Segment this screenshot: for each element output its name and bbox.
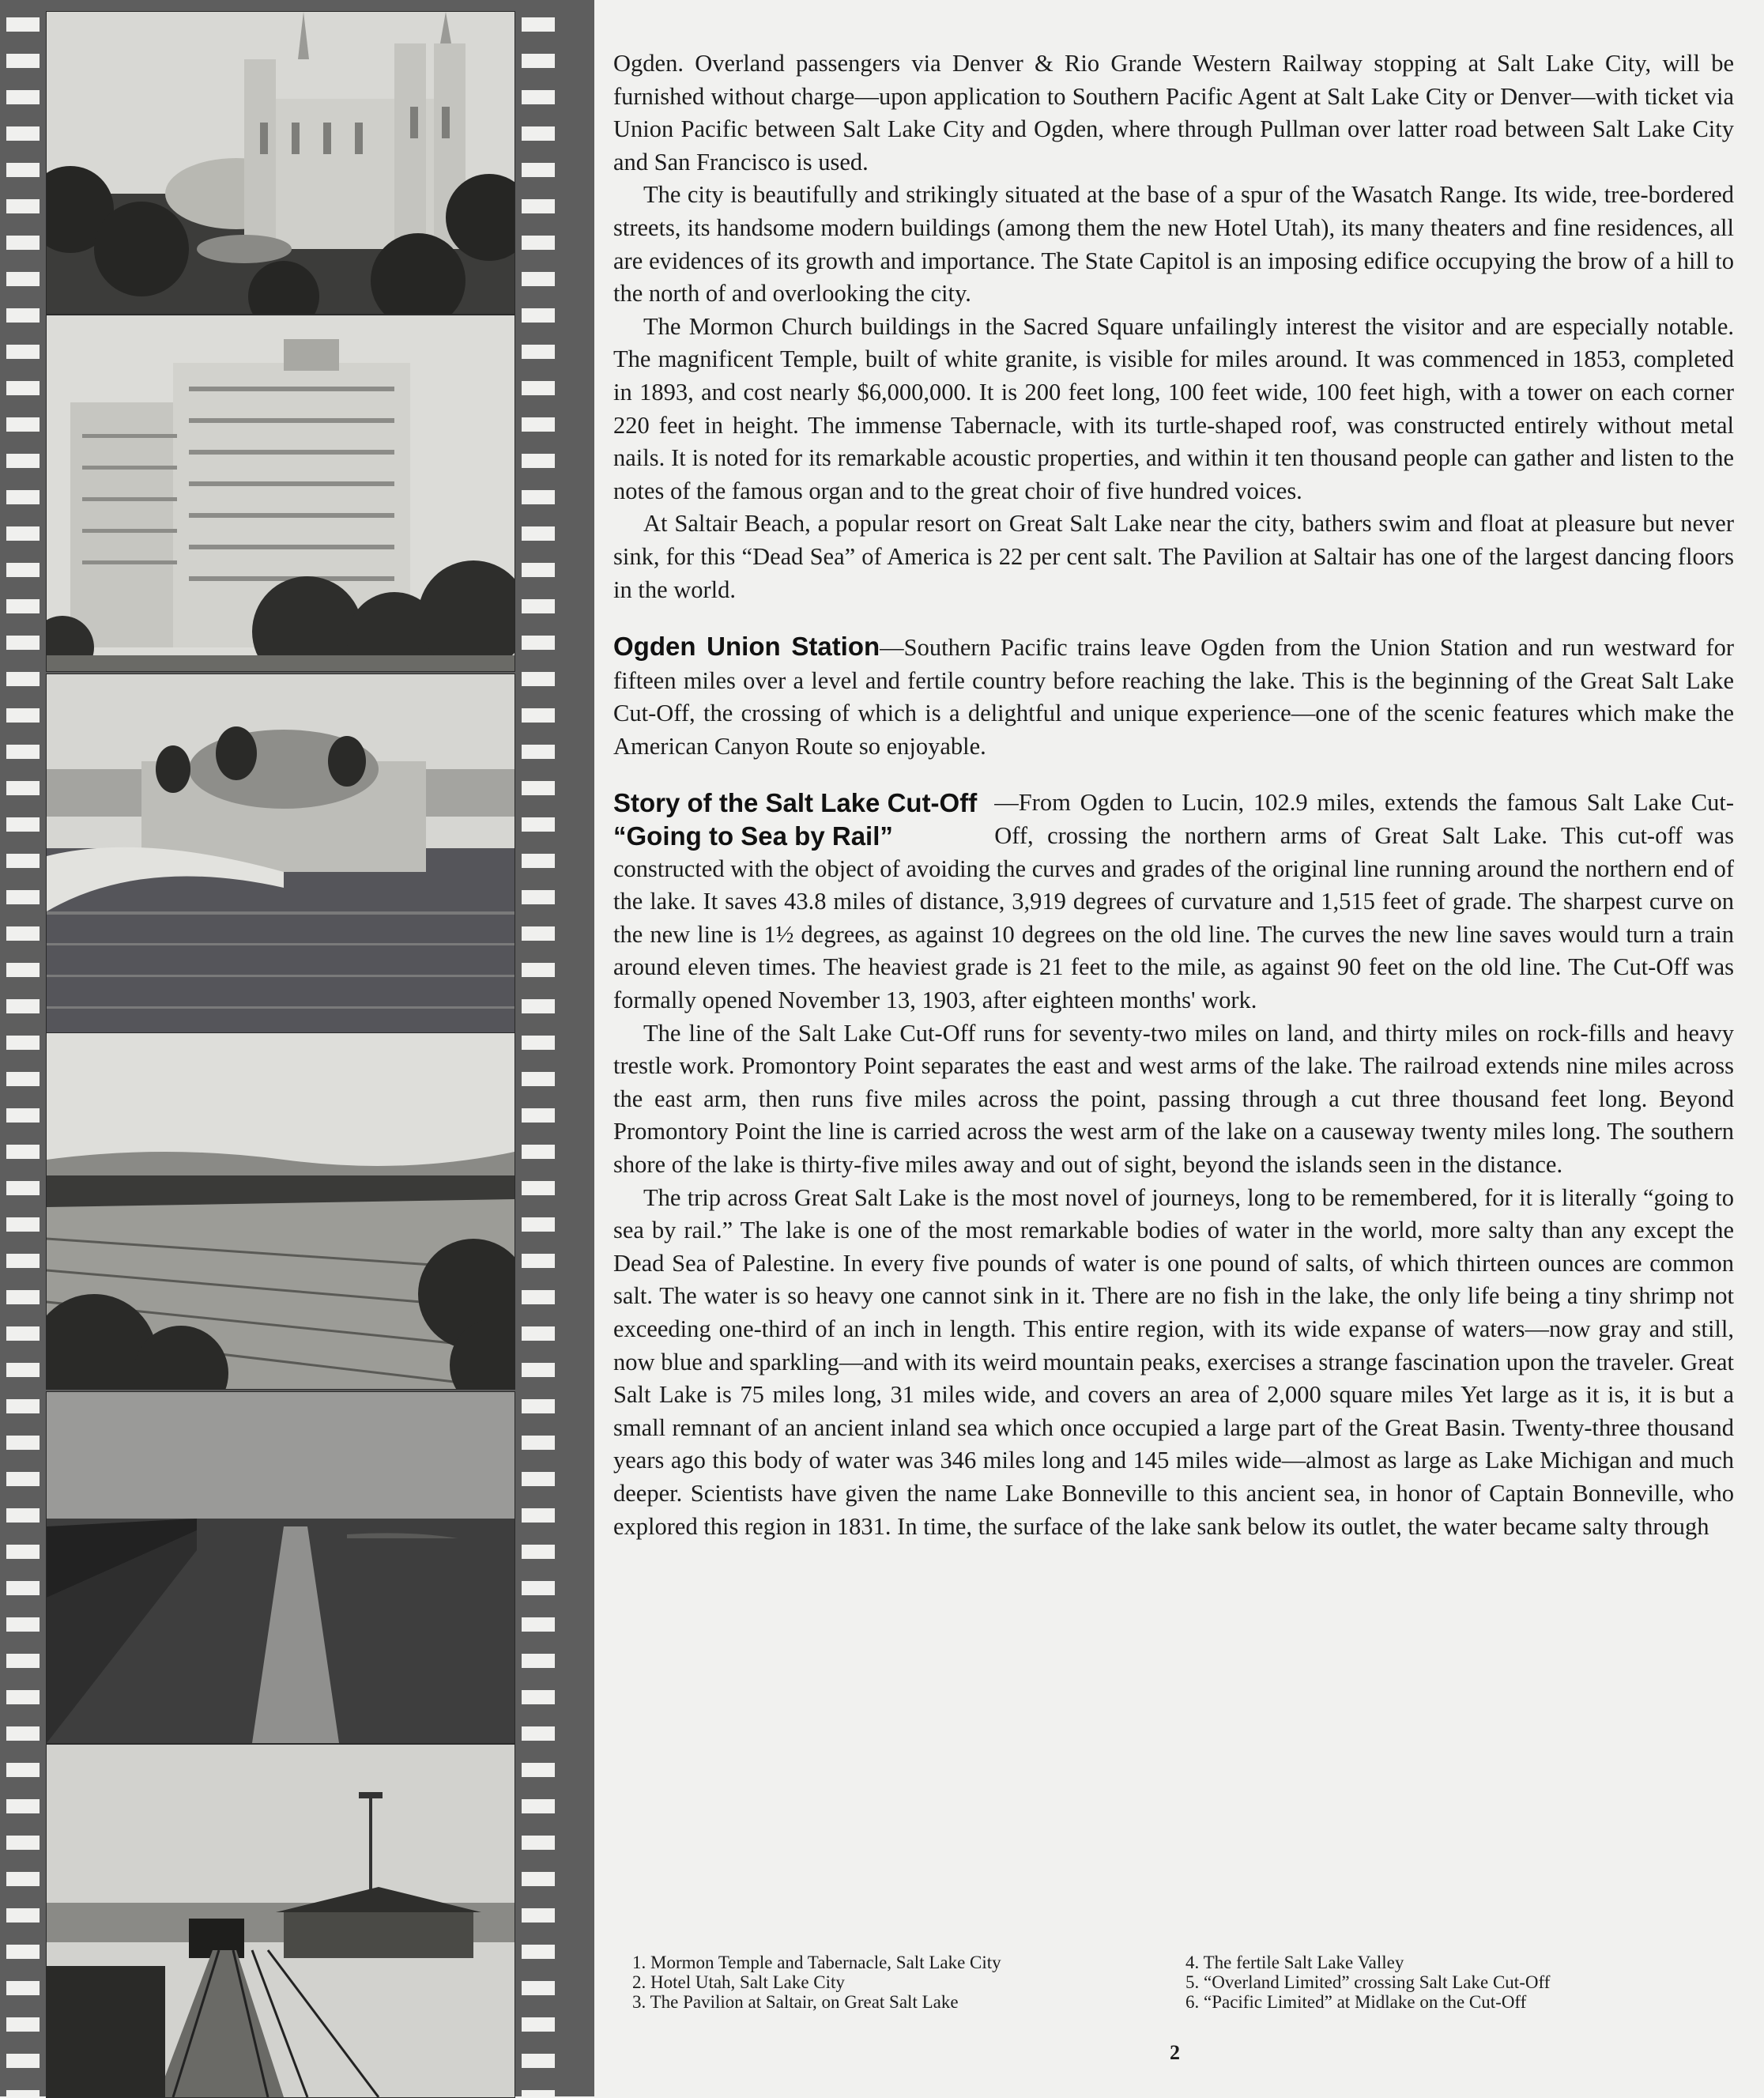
captions-column-right	[1185, 1953, 1739, 2012]
section-text-cutoff: —From Ogden to Lucin, 102.9 miles, extends the famous Salt Lake Cut-Off, crossing the northern arms of Great Salt Lake. This cut-off was constructed with the object of avoiding the curves and grades of the original line running around the northern end of the lake. It saves 43.8 miles of distance, 3,919 degrees of curvature and 1,515 feet of grade. The sharpest curve on the new line is 1½ degrees, as against 10 degrees on the old line. The curves the new line saves would turn a train around eleven times. The heaviest grade is 21 feet to the mile, as against 90 feet on the old line. The Cut-Off was formally opened November 13, 1903, after eighteen months' work.	[613, 789, 1734, 1014]
section-heading-cutoff-line2: “Going to Sea by Rail”	[613, 821, 893, 851]
paragraph-intro-2: The city is beautifully and strikingly situated at the base of a spur of the Wasatch Range. Its wide, tree-bordered streets, its handsome modern buildings (among them the new Hotel Utah), its many theaters and fine residences, all are evidences of its growth and importance. The State Capitol is an imposing edifice occupying the brow of a hill to the north of and overlooking the city.	[613, 181, 1734, 308]
section-heading-ogden: Ogden Union Station	[613, 632, 880, 662]
page-number: 2	[1170, 2041, 1180, 2064]
photo-salt-lake-valley	[46, 1032, 515, 1390]
photo-saltair-pavilion	[46, 674, 515, 1034]
section-heading-cutoff-line1: Story of the Salt Lake Cut-Off	[613, 788, 978, 818]
article-body	[613, 47, 1734, 1543]
photo-overland-limited	[46, 1391, 515, 1744]
paragraph-cutoff-3: The trip across Great Salt Lake is the most novel of journeys, long to be remembered, for it is literally “going to sea by rail.” The lake is one of the most remarkable bodies of water in the world, more salty than any except the Dead Sea of Palestine. In every five pounds of water is one pound of salts, of which thirteen ounces are common salt. The water is so heavy one cannot sink in it. There are no fish in the lake, the only life being a tiny shrimp not exceeding one-third of an inch in length. This entire region, with its wide expanse of waters—now gray and still, now blue and sparkling—and with its weird mountain peaks, exercises a strange fascination upon the traveler. Great Salt Lake is 75 miles long, 31 miles wide, and covers an area of 2,000 square miles Yet large as it is, it is but a small remnant of an ancient inland sea which once occupied a large part of the Great Basin. Twenty-three thousand years ago this body of water was 346 miles long and 145 miles wide—almost as large as Lake Michigan and much deeper. Scientists have given the name Lake Bonneville to this ancient sea, in honor of Captain Bonneville, who explored this region in 1831. In time, the surface of the lake sank below its outlet, the water became salty through	[613, 1183, 1734, 1540]
section-salt-lake-cutoff	[613, 787, 1734, 1543]
paragraph-intro-1: Ogden. Overland passengers via Denver & Rio Grande Western Railway stopping at Salt Lake City, will be furnished without charge—upon application to Southern Pacific Agent at Salt Lake City or Denver—with ticket via Union Pacific between Salt Lake City and Ogden, where through Pullman over latter road between Salt Lake City and San Francisco is used.	[613, 50, 1734, 175]
photo-pacific-limited-midlake	[46, 1744, 515, 2098]
caption-1: 1. Mormon Temple and Tabernacle, Salt Lake City	[632, 1953, 1001, 1972]
paragraph-intro-3: The Mormon Church buildings in the Sacred Square unfailingly interest the visitor and are especially notable. The magnificent Temple, built of white granite, is visible for miles around. It was commenced in 1853, completed in 1893, and cost nearly $6,000,000. It is 200 feet long, 100 feet wide, 100 feet high, with a tower on each corner 220 feet in height. The immense Tabernacle, with its turtle-shaped roof, was constructed entirely without metal nails. It is noted for its remarkable acoustic properties, and within it ten thousand people can gather and listen to the notes of the famous organ and to the great choir of five hundred voices.	[613, 312, 1734, 504]
caption-5: 5. “Overland Limited” crossing Salt Lake Cut-Off	[1185, 1972, 1551, 1992]
section-heading-cutoff	[613, 787, 977, 852]
caption-6: 6. “Pacific Limited” at Midlake on the Cut-Off	[1185, 1992, 1527, 2012]
caption-3: 3. The Pavilion at Saltair, on Great Salt Lake	[632, 1992, 959, 2012]
photo-mormon-temple	[46, 11, 515, 315]
paragraph-intro-4: At Saltair Beach, a popular resort on Great Salt Lake near the city, bathers swim and float at pleasure but never sink, for this “Dead Sea” of America is 22 per cent salt. The Pavilion at Saltair has one of the largest dancing floors in the world.	[613, 510, 1734, 603]
film-sprocket-holes-right	[522, 0, 555, 2096]
caption-2: 2. Hotel Utah, Salt Lake City	[632, 1972, 845, 1992]
paragraph-cutoff-2: The line of the Salt Lake Cut-Off runs for seventy-two miles on land, and thirty miles on rock-fills and heavy trestle work. Promontory Point separates the east and west arms of the lake. The railroad extends nine miles across the east arm, then runs five miles across the point, passing through a cut three thousand feet long. Beyond Promontory Point the line is carried across the west arm of the lake on a causeway twenty miles long. The southern shore of the lake is thirty-five miles away and out of sight, beyond the islands seen in the distance.	[613, 1019, 1734, 1178]
captions-column-left	[632, 1953, 1185, 2012]
photo-captions	[632, 1953, 1739, 2012]
caption-4: 4. The fertile Salt Lake Valley	[1185, 1953, 1404, 1972]
film-strip	[0, 0, 594, 2096]
section-text-ogden: —Southern Pacific trains leave Ogden from the Union Station and run westward for fifteen miles over a level and fertile country before reaching the lake. This is the beginning of the Great Salt Lake Cut-Off, the crossing of which is a delightful and unique experience—one of the scenic features which make the American Canyon Route so enjoyable.	[613, 634, 1734, 760]
film-sprocket-holes-left	[6, 0, 40, 2096]
photo-hotel-utah	[46, 315, 515, 672]
section-ogden-union-station	[613, 630, 1734, 763]
